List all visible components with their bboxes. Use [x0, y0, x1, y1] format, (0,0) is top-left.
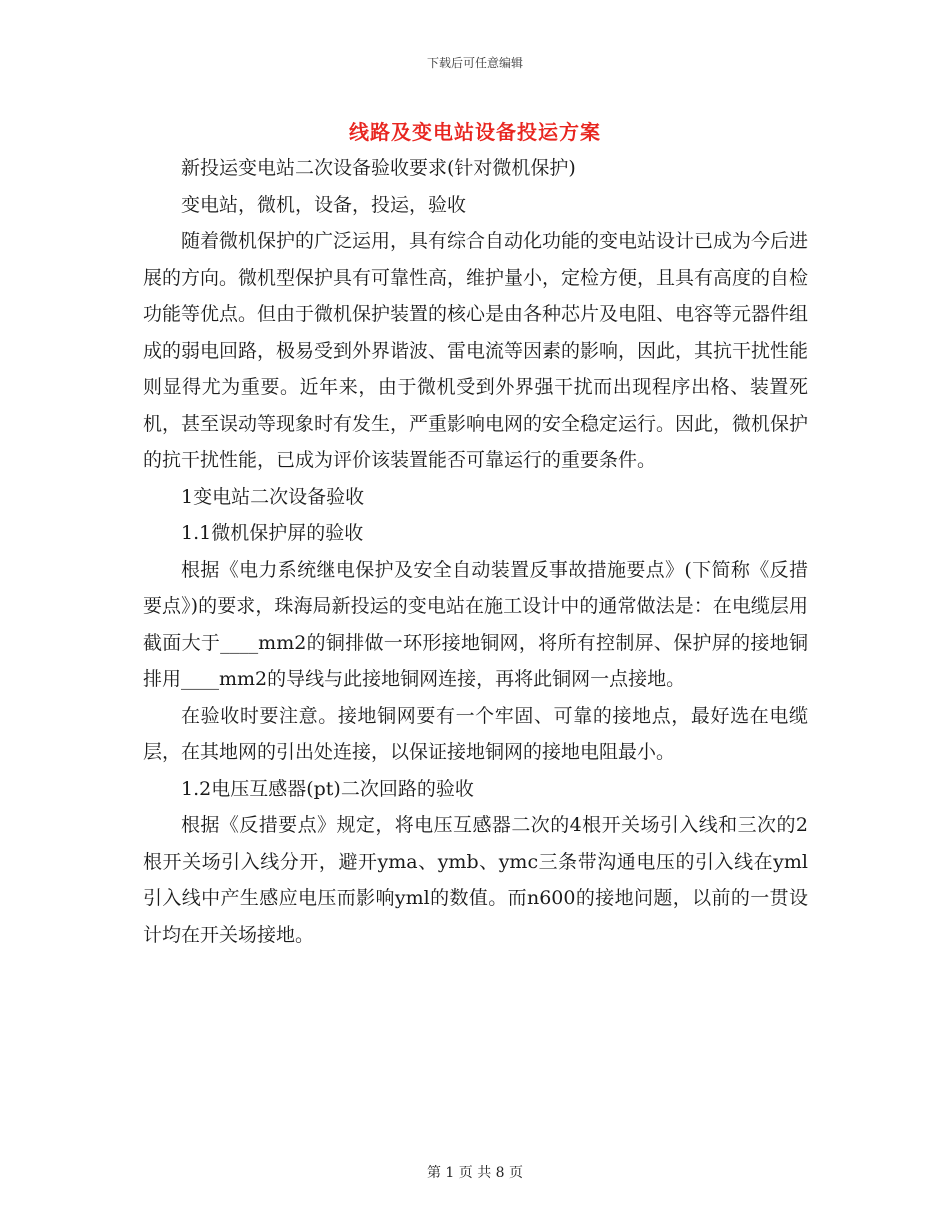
- section-heading-1: 1变电站二次设备验收: [181, 485, 365, 508]
- paragraph-grounding-requirements: 根据《电力系统继电保护及安全自动装置反事故措施要点》(下简称《反措要点》)的要求，珠海局新投运的变电站在施工设计中的通常做法是：在电缆层用截面大于____mm2的铜排做一环形接地铜网，将所有控制屏、保护屏的接地铜排用____mm2的导线与此接地铜网连接，再将此铜网一点接地。: [143, 558, 808, 690]
- paragraph-acceptance-note: 在验收时要注意。接地铜网要有一个牢固、可靠的接地点，最好选在电缆层，在其地网的引出处连接，以保证接地铜网的接地电阻最小。: [143, 704, 808, 763]
- page-header-note: 下载后可任意编辑: [426, 56, 523, 70]
- document-body: [143, 150, 808, 953]
- paragraph-intro: 随着微机保护的广泛运用，具有综合自动化功能的变电站设计已成为今后进展的方向。微机型保护具有可靠性高，维护量小，定检方便，且具有高度的自检功能等优点。但由于微机保护装置的核心是由各种芯片及电阻、电容等元器件组成的弱电回路，极易受到外界谐波、雷电流等因素的影响，因此，其抗干扰性能则显得尤为重要。近年来，由于微机受到外界强干扰而出现程序出格、装置死机，甚至误动等现象时有发生，严重影响电网的安全稳定运行。因此，微机保护的抗干扰性能，已成为评价该装置能否可靠运行的重要条件。: [143, 230, 809, 471]
- page-number: 第 1 页 共 8 页: [426, 1165, 524, 1181]
- section-heading-1-2: 1.2电压互感器(pt)二次回路的验收: [181, 777, 474, 800]
- document-title: 线路及变电站设备投运方案: [349, 120, 601, 144]
- paragraph-pt-circuit: 根据《反措要点》规定，将电压互感器二次的4根开关场引入线和三次的2根开关场引入线分开，避开yma、ymb、ymc三条带沟通电压的引入线在yml引入线中产生感应电压而影响yml的数值。而n600的接地问题，以前的一贯设计均在开关场接地。: [143, 814, 808, 946]
- paragraph-keywords: 变电站，微机，设备，投运，验收: [181, 193, 467, 216]
- section-heading-1-1: 1.1微机保护屏的验收: [181, 522, 364, 544]
- paragraph-subtitle: 新投运变电站二次设备验收要求(针对微机保护): [181, 157, 576, 179]
